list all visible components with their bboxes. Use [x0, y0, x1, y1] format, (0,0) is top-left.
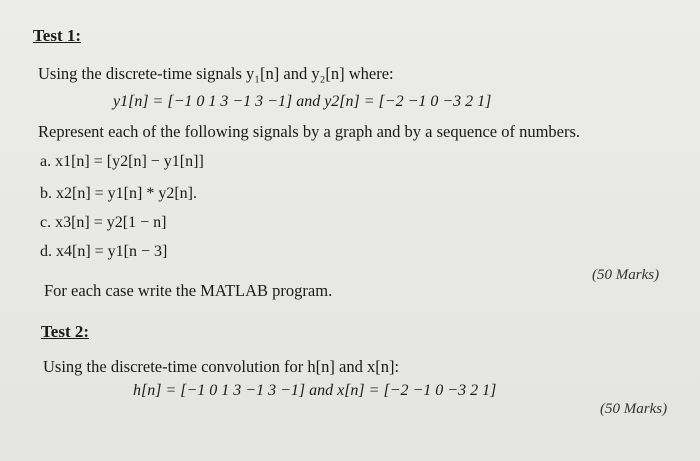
test1-item-c: c. x3[n] = y2[1 − n]	[40, 214, 167, 231]
test1-item-d: d. x4[n] = y1[n − 3]	[40, 243, 168, 260]
test2-signals-equation: h[n] = [−1 0 1 3 −1 3 −1] and x[n] = [−2 −1 0 −3 2 1]	[133, 382, 497, 399]
test1-matlab-note: For each case write the MATLAB program.	[44, 281, 333, 300]
test2-intro: Using the discrete-time convolution for h[n] and x[n]:	[43, 357, 400, 376]
test1-instruction: Represent each of the following signals by a graph and by a sequence of numbers.	[38, 122, 581, 141]
test1-item-a: a. x1[n] = [y2[n] − y1[n]]	[40, 153, 204, 170]
test1-heading: Test 1:	[33, 26, 82, 45]
test2-heading: Test 2:	[41, 322, 90, 341]
test1-intro: Using the discrete-time signals y₁[n] and y₂[n] where:	[38, 64, 394, 83]
test1-signals-equation: y1[n] = [−1 0 1 3 −1 3 −1] and y2[n] = [−2 −1 0 −3 2 1]	[113, 93, 492, 110]
test2-marks: (50 Marks)	[600, 401, 668, 417]
test1-marks: (50 Marks)	[592, 267, 660, 283]
test1-item-b: b. x2[n] = y1[n] * y2[n].	[40, 185, 197, 202]
